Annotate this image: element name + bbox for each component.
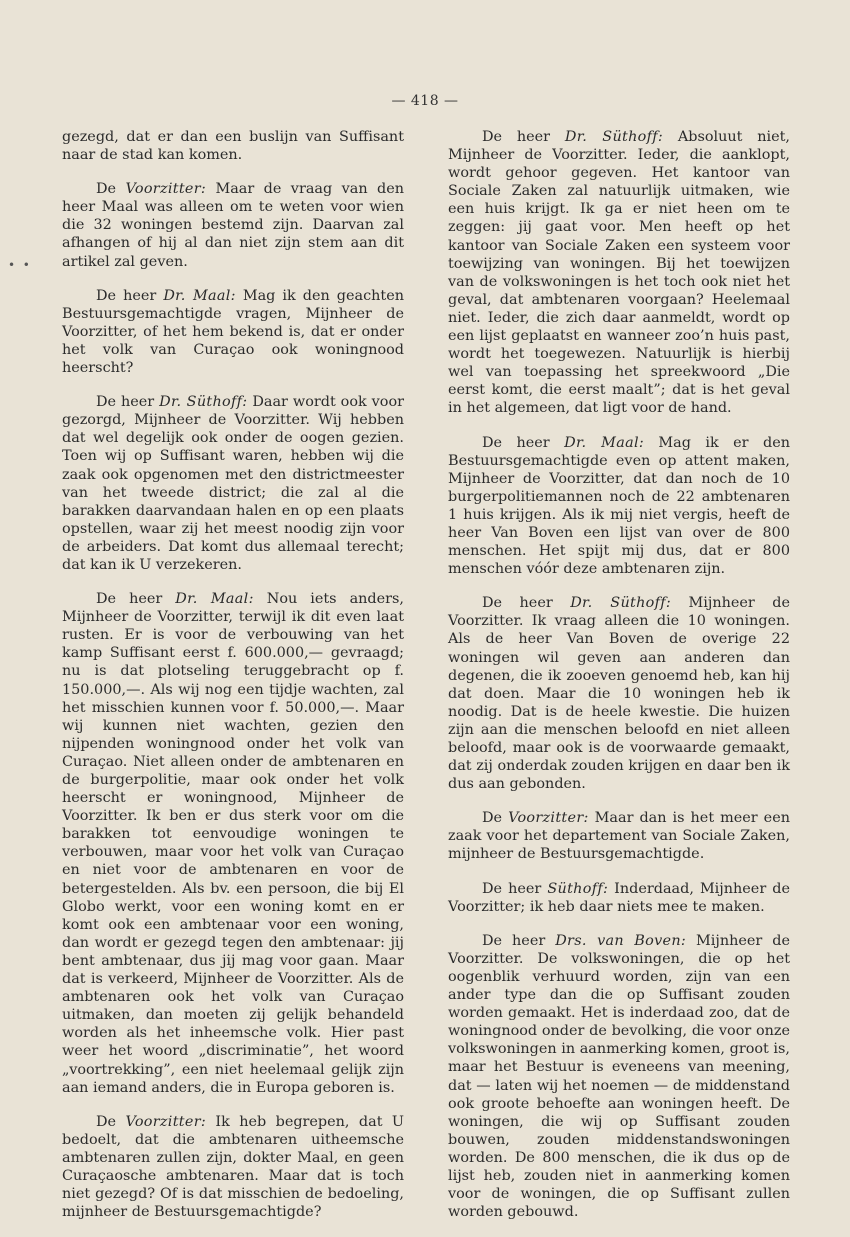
- paragraph: De Voorzitter: Maar de vraag van den heer Maal was alleen om te weten voor wien die 32 woningen bestemd zijn. Daarvan zal afhangen of hij al dan niet zijn stem aan dit artikel zal geven.: [62, 181, 404, 270]
- speaker-name: Voorzitter:: [125, 1113, 207, 1130]
- speaker-name: Süthoff:: [547, 880, 609, 897]
- margin-mark: • •: [8, 258, 30, 272]
- speaker-name: Dr. Süthoff:: [564, 129, 664, 145]
- speaker-name: Dr. Süthoff:: [570, 595, 672, 612]
- speaker-name: Dr. Maal:: [564, 434, 644, 451]
- speaker-name: Dr. Maal:: [163, 287, 236, 304]
- speaker-name: Dr. Maal:: [175, 591, 254, 608]
- page-number: — 418 —: [391, 93, 459, 109]
- speaker-name: Voorzitter:: [125, 181, 207, 198]
- speaker-name: Dr. Süthoff:: [159, 394, 248, 411]
- paragraph: gezegd, dat er dan een buslijn van Suffisant naar de stad kan komen.: [62, 129, 404, 164]
- paragraph: De heer Dr. Maal: Mag ik er den Bestuursgemachtigde even op attent maken, Mijnheer de Voorzitter, dat dan noch de 10 burgerpolitiemannen noch de 22 ambtenaren 1 huis krijgen. Als ik mij niet vergis, heeft de heer Van Boven een lijst van over de 800 menschen. Het spijt mij dus, dat er 800 menschen vóór deze ambtenaren zijn.: [448, 434, 790, 578]
- right-column: [448, 128, 790, 1237]
- paragraph: De heer Dr. Maal: Mag ik den geachten Bestuursgemachtigde vragen, Mijnheer de Voorzitter, of het hem bekend is, dat er onder het volk van Curaçao ook woningnood heerscht?: [62, 287, 404, 377]
- paragraph: De heer Dr. Süthoff: Daar wordt ook voor gezorgd, Mijnheer de Voorzitter. Wij hebben dat wel degelijk ook onder de oogen gezien. Toen wij op Suffisant waren, hebben wij die zaak ook opgenomen met den districtmeester van het tweede district; die zal al die barakken daarvandaan halen en op een plaats opstellen, waar zij het meest noodig zijn voor de arbeiders. Dat komt dus allemaal terecht; dat kan ik U verzekeren.: [62, 394, 404, 573]
- paragraph: De heer Dr. Maal: Nou iets anders, Mijnheer de Voorzitter, terwijl ik dit even laat rusten. Er is voor de verbouwing van het kamp Suffisant eerst f. 600.000,— gevraagd; nu is dat plotseling teruggebracht op f. 150.000,—. Als wij nog een tijdje wachten, zal het misschien kunnen voor f. 50.000,—. Maar wij kunnen niet wachten, gezien den nijpenden woningnood onder het volk van Curaçao. Niet alleen onder de ambtenaren en de burgerpolitie, maar ook onder het volk heerscht er woningnood, Mijnheer de Voorzitter. Ik ben er dus sterk voor om die barakken tot eenvoudige woningen te verbouwen, maar voor het volk van Curaçao en niet voor de ambtenaren en voor de betergestelden. Als bv. een persoon, die bij El Globo werkt, voor een woning komt en er komt ook een ambtenaar voor een woning, dan wordt er gezegd tegen den ambtenaar: jij bent ambtenaar, dus jij mag voor gaan. Maar dat is verkeerd, Mijnheer de Voorzitter. Als de ambtenaren ook het volk van Curaçao uitmaken, dan moeten zij gelijk behandeld worden als het inheemsche volk. Hier past weer het woord „discriminatie”, het woord „voortrekking”, een niet heelemaal gelijk zijn aan iemand anders, die in Europa geboren is.: [62, 591, 404, 1096]
- paragraph: De heer Drs. van Boven: Mijnheer de Voorzitter. De volkswoningen, die op het oogenblik verhuurd worden, zijn van een ander type dan die op Suffisant zouden worden gemaakt. Het is inderdaad zoo, dat de woningnood onder de bevolking, die voor onze volkswoningen in aanmerking komen, groot is, maar het Bestuur is eveneens van meening, dat — laten wij het noemen — de middenstand ook groote behoefte aan woningen heeft. De woningen, die wij op Suffisant zouden bouwen, zouden middenstandswoningen worden. De 800 menschen, die ik dus op de lijst heb, zouden niet in aanmerking komen voor de woningen, die op Suffisant zullen worden gebouwd.: [448, 932, 790, 1221]
- paragraph: De heer Süthoff: Inderdaad, Mijnheer de Voorzitter; ik heb daar niets mee te maken.: [448, 880, 790, 915]
- speaker-name: Voorzitter:: [508, 810, 589, 827]
- paragraph: De Voorzitter: Maar dan is het meer een zaak voor het departement van Sociale Zaken, mijnheer de Bestuursgemachtigde.: [448, 810, 790, 863]
- paragraph: De heer Dr. Süthoff: Absoluut niet, Mijnheer de Voorzitter. Ieder, die aanklopt, wordt gehoor gegeven. Het kantoor van Sociale Zaken zal natuurlijk uitmaken, wie een huis krijgt. Ik ga er niet heen om te zeggen: jij gaat voor. Men heeft op het kantoor van Sociale Zaken een systeem voor toewijzing van woningen. Bij het toewijzen van de volkswoningen is het toch ook niet het geval, dat ambtenaren voorgaan? Heelemaal niet. Ieder, die zich daar aanmeldt, wordt op een lijst geplaatst en wanneer zoo’n huis past, wordt het toegewezen. Natuurlijk is hierbij wel van toepassing het spreekwoord „Die eerst komt, die eerst maalt”; dat is het geval in het algemeen, dat ligt voor de hand.: [448, 129, 790, 417]
- paragraph: De Voorzitter: Ik heb begrepen, dat U bedoelt, dat die ambtenaren uitheemsche ambtenaren zullen zijn, dokter Maal, en geen Curaçaosche ambtenaren. Maar dat is toch niet gezegd? Of is dat misschien de bedoeling, mijnheer de Bestuursgemachtigde?: [62, 1113, 404, 1221]
- left-column: [62, 128, 404, 1237]
- paragraph: De heer Dr. Süthoff: Mijnheer de Voorzitter. Ik vraag alleen die 10 woningen. Als de heer Van Boven de overige 22 woningen wil geven aan anderen dan degenen, die ik zooeven genoemd heb, kan hij dat doen. Maar die 10 woningen heb ik noodig. Dat is de heele kwestie. Die huizen zijn aan die menschen beloofd en niet alleen beloofd, maar ook is de voorwaarde gemaakt, dat zij onderdak zouden krijgen en daar ben ik dus aan gebonden.: [448, 595, 790, 793]
- speaker-name: Drs. van Boven:: [555, 932, 687, 949]
